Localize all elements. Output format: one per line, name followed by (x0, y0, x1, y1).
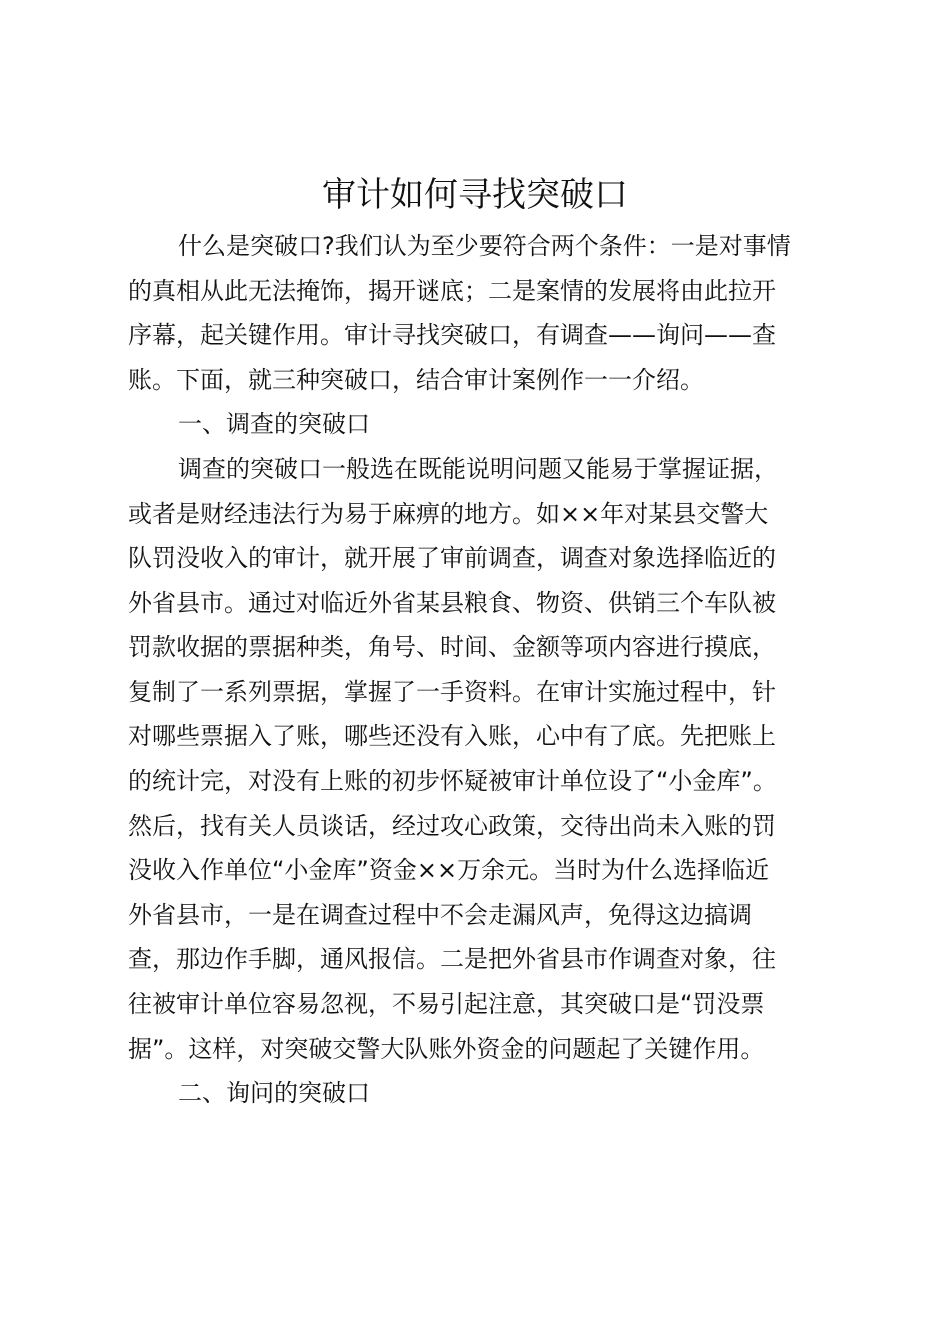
paragraph-line-8: 外省县市。通过对临近外省某县粮食、物资、供销三个车队被 (128, 589, 776, 617)
paragraph-line-11: 对哪些票据入了账，哪些还没有入账，心中有了底。先把账上 (128, 722, 776, 750)
paragraph-line-4: 账。下面，就三种突破口，结合审计案例作一一介绍。 (128, 366, 704, 394)
document-title: 审计如何寻找突破口 (322, 175, 628, 215)
paragraph-line-10: 复制了一系列票据，掌握了一手资料。在审计实施过程中，针 (128, 678, 776, 706)
paragraph-line-13: 然后，找有关人员谈话，经过攻心政策，交待出尚未入账的罚 (128, 812, 776, 840)
paragraph-line-18: 据”。这样，对突破交警大队账外资金的问题起了关键作用。 (128, 1035, 765, 1063)
paragraph-line-7: 队罚没收入的审计，就开展了审前调查，调查对象选择临近的 (128, 544, 776, 572)
section-heading-1: 一、调查的突破口 (178, 410, 370, 438)
paragraph-line-12: 的统计完，对没有上账的初步怀疑被审计单位设了“小金库”。 (128, 767, 777, 795)
paragraph-line-5: 调查的突破口一般选在既能说明问题又能易于掌握证据， (178, 455, 778, 483)
paragraph-line-17: 往被审计单位容易忽视，不易引起注意，其突破口是“罚没票 (128, 990, 765, 1018)
paragraph-line-16: 查，那边作手脚，通风报信。二是把外省县市作调查对象，往 (128, 945, 776, 973)
paragraph-line-3: 序幕，起关键作用。审计寻找突破口，有调查——询问——查 (128, 321, 776, 349)
paragraph-line-1: 什么是突破口?我们认为至少要符合两个条件：一是对事情 (178, 232, 791, 260)
paragraph-line-14: 没收入作单位“小金库”资金××万余元。当时为什么选择临近 (128, 856, 770, 884)
paragraph-line-15: 外省县市，一是在调查过程中不会走漏风声，免得这边搞调 (128, 901, 752, 929)
section-heading-2: 二、询问的突破口 (178, 1079, 370, 1107)
paragraph-line-2: 的真相从此无法掩饰，揭开谜底；二是案情的发展将由此拉开 (128, 277, 776, 305)
paragraph-line-6: 或者是财经违法行为易于麻痹的地方。如××年对某县交警大 (128, 500, 769, 528)
paragraph-line-9: 罚款收据的票据种类，角号、时间、金额等项内容进行摸底， (128, 633, 776, 661)
